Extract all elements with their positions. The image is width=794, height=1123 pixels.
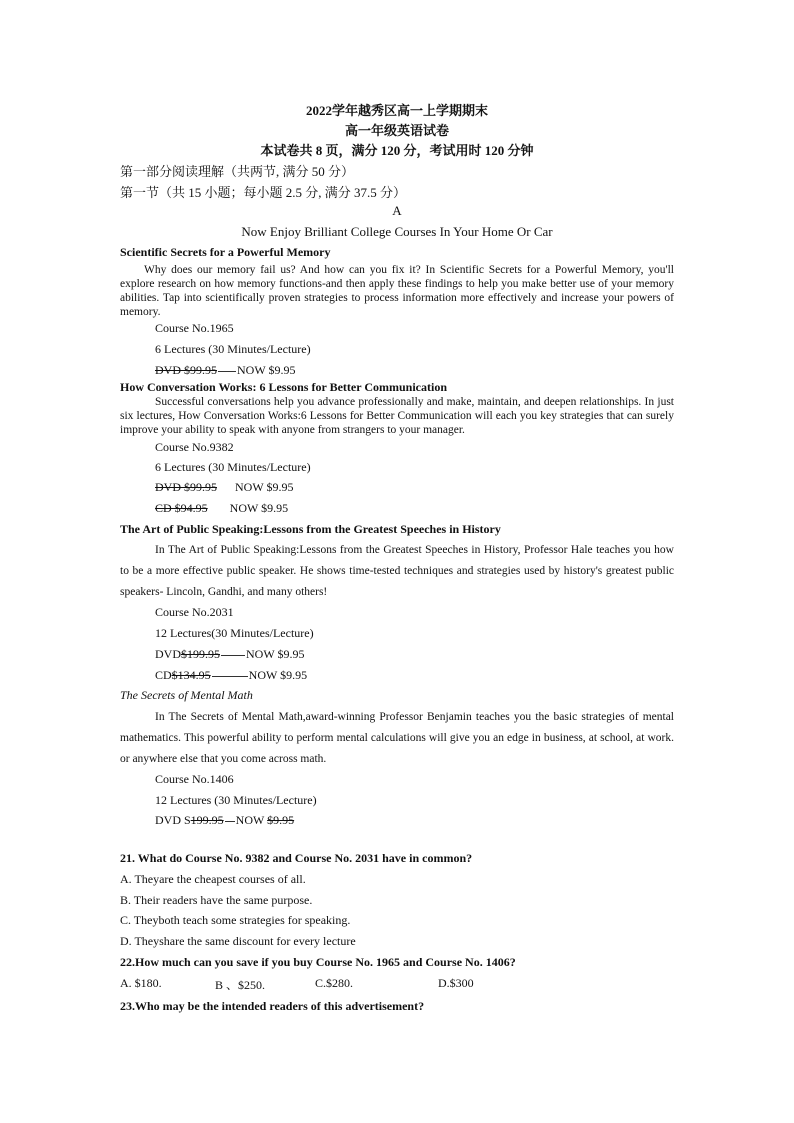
question-option: A. Theyare the cheapest courses of all. <box>120 872 306 886</box>
course-price <box>155 480 293 495</box>
exam-info: 本试卷共 8 页，满分 120 分，考试用时 120 分钟 <box>260 143 534 158</box>
new-price: NOW $9.95 <box>248 668 308 682</box>
question-option: C.$280. <box>315 976 354 990</box>
course-title: The Secrets of Mental Math <box>120 688 253 702</box>
question-option: C. Theyboth teach some strategies for speaking. <box>120 913 351 927</box>
new-price: $9.95 <box>267 813 295 827</box>
course-price: DVD$199.95 NOW $9.95 <box>155 647 305 661</box>
ad-headline: Now Enjoy Brilliant College Courses In Your Home Or Car <box>241 224 553 239</box>
course-number: Course No.9382 <box>155 440 234 454</box>
course-title: Scientific Secrets for a Powerful Memory <box>120 245 331 259</box>
course-title: How Conversation Works: 6 Lessons for Better Communication <box>120 380 447 394</box>
course-number: Course No.1965 <box>155 321 234 335</box>
new-price: NOW $9.95 <box>229 501 289 515</box>
course-number: Course No.1406 <box>155 772 234 786</box>
course-description: Why does our memory fail us? And how can you fix it? In Scientific Secrets for a Powerful Memory, you'll explore research on how memory functions-and then apply these findings to help you make better use of your memory abilities. Tap into scientifically proven strategies to process information more effectively and increase your powers of memory. <box>120 264 674 318</box>
question-option: A. $180. <box>120 976 162 990</box>
course-price: DVD S199.95 NOW $9.95 <box>155 813 295 827</box>
exam-subtitle: 高一年级英语试卷 <box>344 123 449 138</box>
new-price: NOW $9.95 <box>235 480 294 494</box>
course-lectures: 12 Lectures (30 Minutes/Lecture) <box>155 793 317 807</box>
question-option: D. Theyshare the same discount for every lecture <box>120 934 356 948</box>
part-title: 第一部分阅读理解（共两节, 满分 50 分） <box>120 164 355 179</box>
section-title: 第一节（共 15 小题；每小题 2.5 分, 满分 37.5 分） <box>120 185 407 200</box>
course-description: In The Secrets of Mental Math,award-winning Professor Benjamin teaches you the basic strategies of mental mathematics. This powerful ability to perform mental calculations will give you an edge in business, at school, at work. or anywhere else that you come across math. <box>120 711 674 765</box>
question-option: B. Their readers have the same purpose. <box>120 893 313 907</box>
course-lectures: 6 Lectures (30 Minutes/Lecture) <box>155 460 311 474</box>
course-title: The Art of Public Speaking:Lessons from the Greatest Speeches in History <box>120 522 501 536</box>
old-price: 199.95 <box>190 813 224 827</box>
question-option: B 、$250. <box>215 978 266 992</box>
new-price: NOW $9.95 <box>246 647 305 661</box>
course-price: CD$134.95 NOW $9.95 <box>155 668 308 682</box>
course-number: Course No.2031 <box>155 605 234 619</box>
course-price <box>155 363 295 378</box>
question-stem: 22.How much can you save if you buy Course No. 1965 and Course No. 1406? <box>120 955 516 969</box>
course-price <box>155 501 288 516</box>
question-stem: 21. What do Course No. 9382 and Course No. 2031 have in common? <box>120 851 473 865</box>
old-price: $134.95 <box>171 668 211 682</box>
course-description: Successful conversations help you advance professionally and make, maintain, and deepen relationships. In just six lectures, How Conversation Works:6 Lessons for Better Communication will each you key strategies that can surely improve your ability to speak with anyone from strangers to your manager. <box>120 396 674 436</box>
course-lectures: 6 Lectures (30 Minutes/Lecture) <box>155 342 311 356</box>
course-description: In The Art of Public Speaking:Lessons from the Greatest Speeches in History, Professor Hale teaches you how to be a more effective public speaker. He shows time-tested techniques and strategies used by history's greatest public speakers- Lincoln, Gandhi, and many others! <box>120 544 674 598</box>
old-price: CD $94.95 <box>155 501 208 515</box>
old-price: DVD $99.95 <box>155 363 217 377</box>
old-price: DVD $99.95 <box>155 480 217 494</box>
passage-letter: A <box>392 203 402 218</box>
question-option: D.$300 <box>438 976 474 990</box>
question-stem: 23.Who may be the intended readers of this advertisement? <box>120 999 425 1013</box>
new-price: NOW $9.95 <box>237 363 296 377</box>
course-lectures: 12 Lectures(30 Minutes/Lecture) <box>155 626 314 640</box>
old-price: $199.95 <box>181 647 220 661</box>
exam-title: 2022学年越秀区高一上学期期末 <box>305 103 488 118</box>
